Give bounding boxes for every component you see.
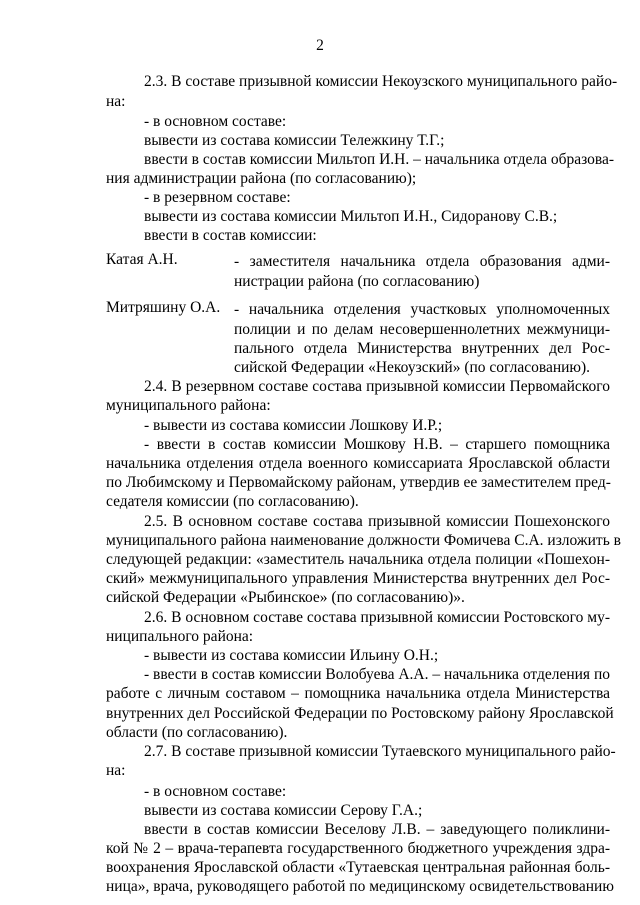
member-description-line: - заместителя начальника отдела образования адми- [234,253,610,270]
paragraph-line: внутренних дел Российской Федерации по Ростовскому району Ярославской [106,705,614,722]
paragraph-line: по Любимскому и Первомайскому районам, утвердив ее заместителем пред- [106,474,611,491]
paragraph-line: ница», врача, руководящего работой по медицинскому освидетельствованию [106,878,614,895]
paragraph-line: вывести из состава комиссии Тележкину Т.Г.; [144,132,445,149]
paragraph-line: 2.5. В основном составе состава призывной комиссии Пошехонского [144,513,610,530]
paragraph-line: муниципального района наименование должности Фомичева С.А. изложить в [106,532,621,549]
paragraph-line: воохранения Ярославской области «Тутаевская центральная районная боль- [106,859,610,876]
paragraph-line: следующей редакции: «заместитель начальника отдела полиции «Пошехон- [106,551,610,568]
paragraph-line: сийской Федерации «Рыбинское» (по согласованию)». [106,589,465,606]
paragraph-line: 2.4. В резервном составе состава призывной комиссии Первомайского [144,378,610,395]
paragraph-line: - ввести в состав комиссии Волобуева А.А. – начальника отделения по [144,666,610,683]
paragraph-line: - в резервном составе: [144,189,291,206]
member-name: Катая А.Н. [106,251,178,268]
paragraph-line: ввести в состав комиссии Веселову Л.В. – заведующего поликлини- [144,821,610,838]
page-number: 2 [316,37,324,54]
paragraph-line: - в основном составе: [144,783,287,800]
paragraph-line: ниципального района: [106,628,254,645]
paragraph-line: ввести в состав комиссии Мильтоп И.Н. – начальника отдела образова- [144,151,615,168]
paragraph-line: ский» межмуниципального управления Министерства внутренних дел Рос- [106,570,610,587]
member-description-line: полиции и по делам несовершеннолетних межмуници- [234,321,610,338]
paragraph-line: вывести из состава комиссии Серову Г.А.; [144,802,423,819]
paragraph-line: - вывести из состава комиссии Ильину О.Н.; [144,647,439,664]
paragraph-line: на: [106,762,126,779]
paragraph-line: работе с личным составом – помощника начальника отдела Министерства [106,685,610,702]
paragraph-line: 2.7. В составе призывной комиссии Тутаевского муниципального райо- [144,743,616,760]
member-description-line: сийской Федерации «Некоузский» (по согласованию). [234,359,591,376]
paragraph-line: ния администрации района (по согласованию); [106,170,417,187]
member-description-line: - начальника отделения участковых уполномоченных [234,301,610,318]
member-description-line: нистрации района (по согласованию) [234,273,480,290]
paragraph-line: 2.6. В основном составе состава призывной комиссии Ростовского му- [144,609,610,626]
member-description-line: пального отдела Министерства внутренних дел Рос- [234,340,610,357]
paragraph-line: 2.3. В составе призывной комиссии Некоузского муниципального райо- [144,73,618,90]
paragraph-line: вывести из состава комиссии Мильтоп И.Н., Сидоранову С.В.; [144,208,558,225]
paragraph-line: на: [106,93,126,110]
member-name: Митряшину О.А. [106,299,221,316]
paragraph-line: - ввести в состав комиссии Мошкову Н.В. – старшего помощника [144,436,610,453]
paragraph-line: области (по согласованию). [106,724,288,741]
paragraph-line: седателя комиссии (по согласованию). [106,493,359,510]
paragraph-line: начальника отделения отдела военного комиссариата Ярославской области [106,455,610,472]
paragraph-line: муниципального района: [106,397,271,414]
paragraph-line: ввести в состав комиссии: [144,227,317,244]
paragraph-line: - вывести из состава комиссии Лошкову И.Р.; [144,417,443,434]
paragraph-line: кой № 2 – врача-терапевта государственного бюджетного учреждения здра- [106,840,610,857]
paragraph-line: - в основном составе: [144,113,287,130]
